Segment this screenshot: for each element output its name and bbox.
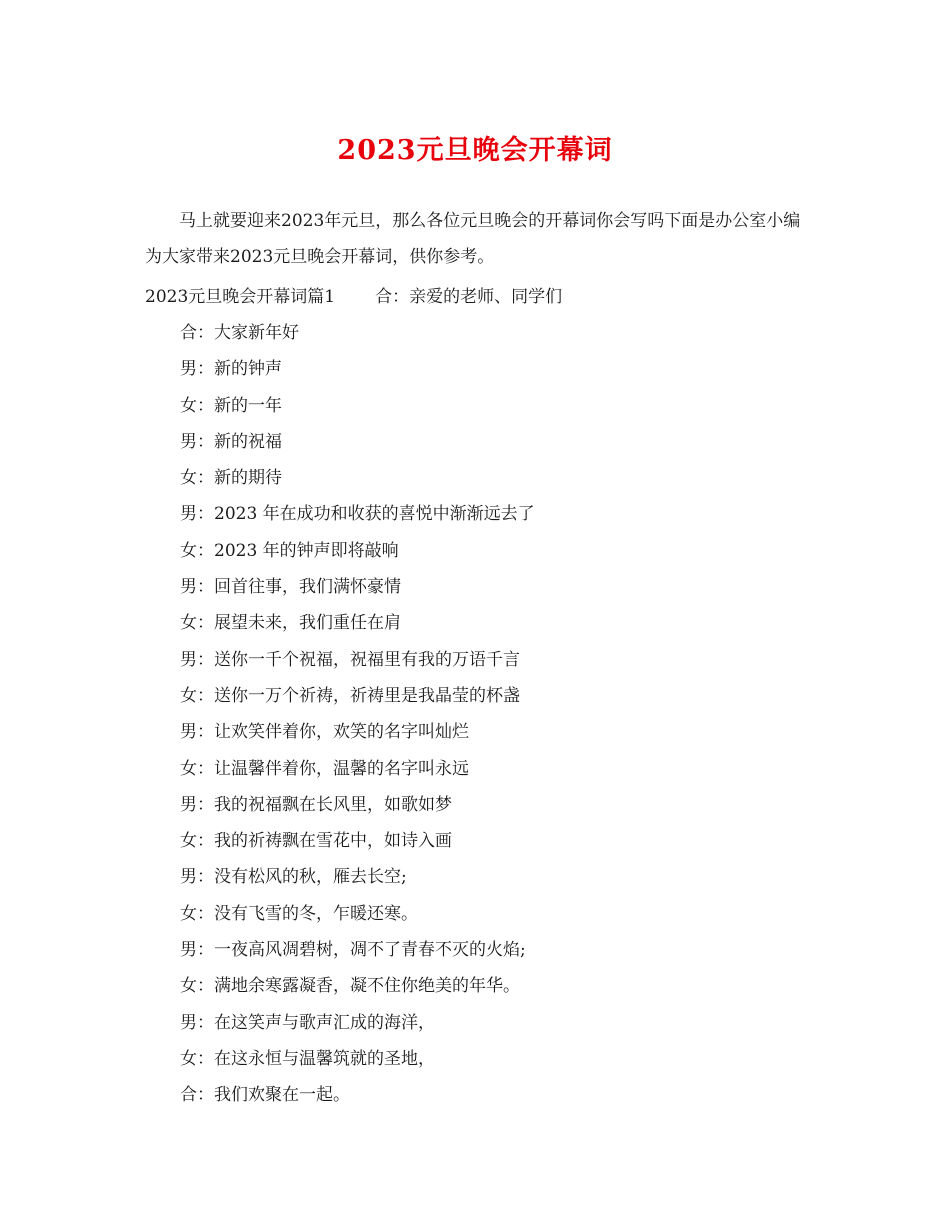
script-line: 女：送你一万个祈祷，祈祷里是我晶莹的杯盏 [180,685,520,706]
document-title: 2023元旦晚会开幕词 [337,135,613,166]
script-line: 女：在这永恒与温馨筑就的圣地， [180,1048,435,1069]
script-line: 男：在这笑声与歌声汇成的海洋， [180,1012,435,1033]
script-line: 男：我的祝福飘在长风里，如歌如梦 [180,794,452,815]
script-line: 男：没有松风的秋，雁去长空; [180,867,407,888]
section-heading: 2023元旦晚会开幕词篇1 [145,287,336,307]
script-line: 女：展望未来，我们重任在肩 [180,613,401,634]
section-first-line: 合：亲爱的老师、同学们 [375,287,563,307]
script-line: 女：我的祈祷飘在雪花中，如诗入画 [180,831,452,852]
script-line: 女：2023 年的钟声即将敲响 [180,540,399,561]
script-line: 男：回首往事，我们满怀豪情 [180,577,401,598]
script-line: 合：大家新年好 [180,323,299,343]
script-line: 男：送你一千个祝福，祝福里有我的万语千言 [180,649,520,670]
script-line: 女：新的一年 [180,395,282,416]
script-line: 合：我们欢聚在一起。 [180,1085,350,1106]
section-heading-line [145,279,562,315]
script-line: 女：新的期待 [180,468,282,489]
script-line: 男：2023 年在成功和收获的喜悦中渐渐远去了 [180,504,535,525]
script-line: 男：新的祝福 [180,431,282,452]
script-line: 男：让欢笑伴着你，欢笑的名字叫灿烂 [180,722,469,743]
script-line: 男：一夜高风凋碧树，凋不了青春不灭的火焰; [180,940,526,961]
script-line: 男：新的钟声 [180,359,282,380]
script-line: 女：没有飞雪的冬，乍暖还寒。 [180,903,418,924]
intro-paragraph: 马上就要迎来2023年元旦，那么各位元旦晚会的开幕词你会写吗下面是办公室小编为大家带来2023元旦晚会开幕词，供你参考。 [145,211,801,267]
script-lines [180,315,535,1114]
script-line: 女：满地余寒露凝香，凝不住你绝美的年华。 [180,976,520,997]
script-line: 女：让温馨伴着你，温馨的名字叫永远 [180,758,469,779]
